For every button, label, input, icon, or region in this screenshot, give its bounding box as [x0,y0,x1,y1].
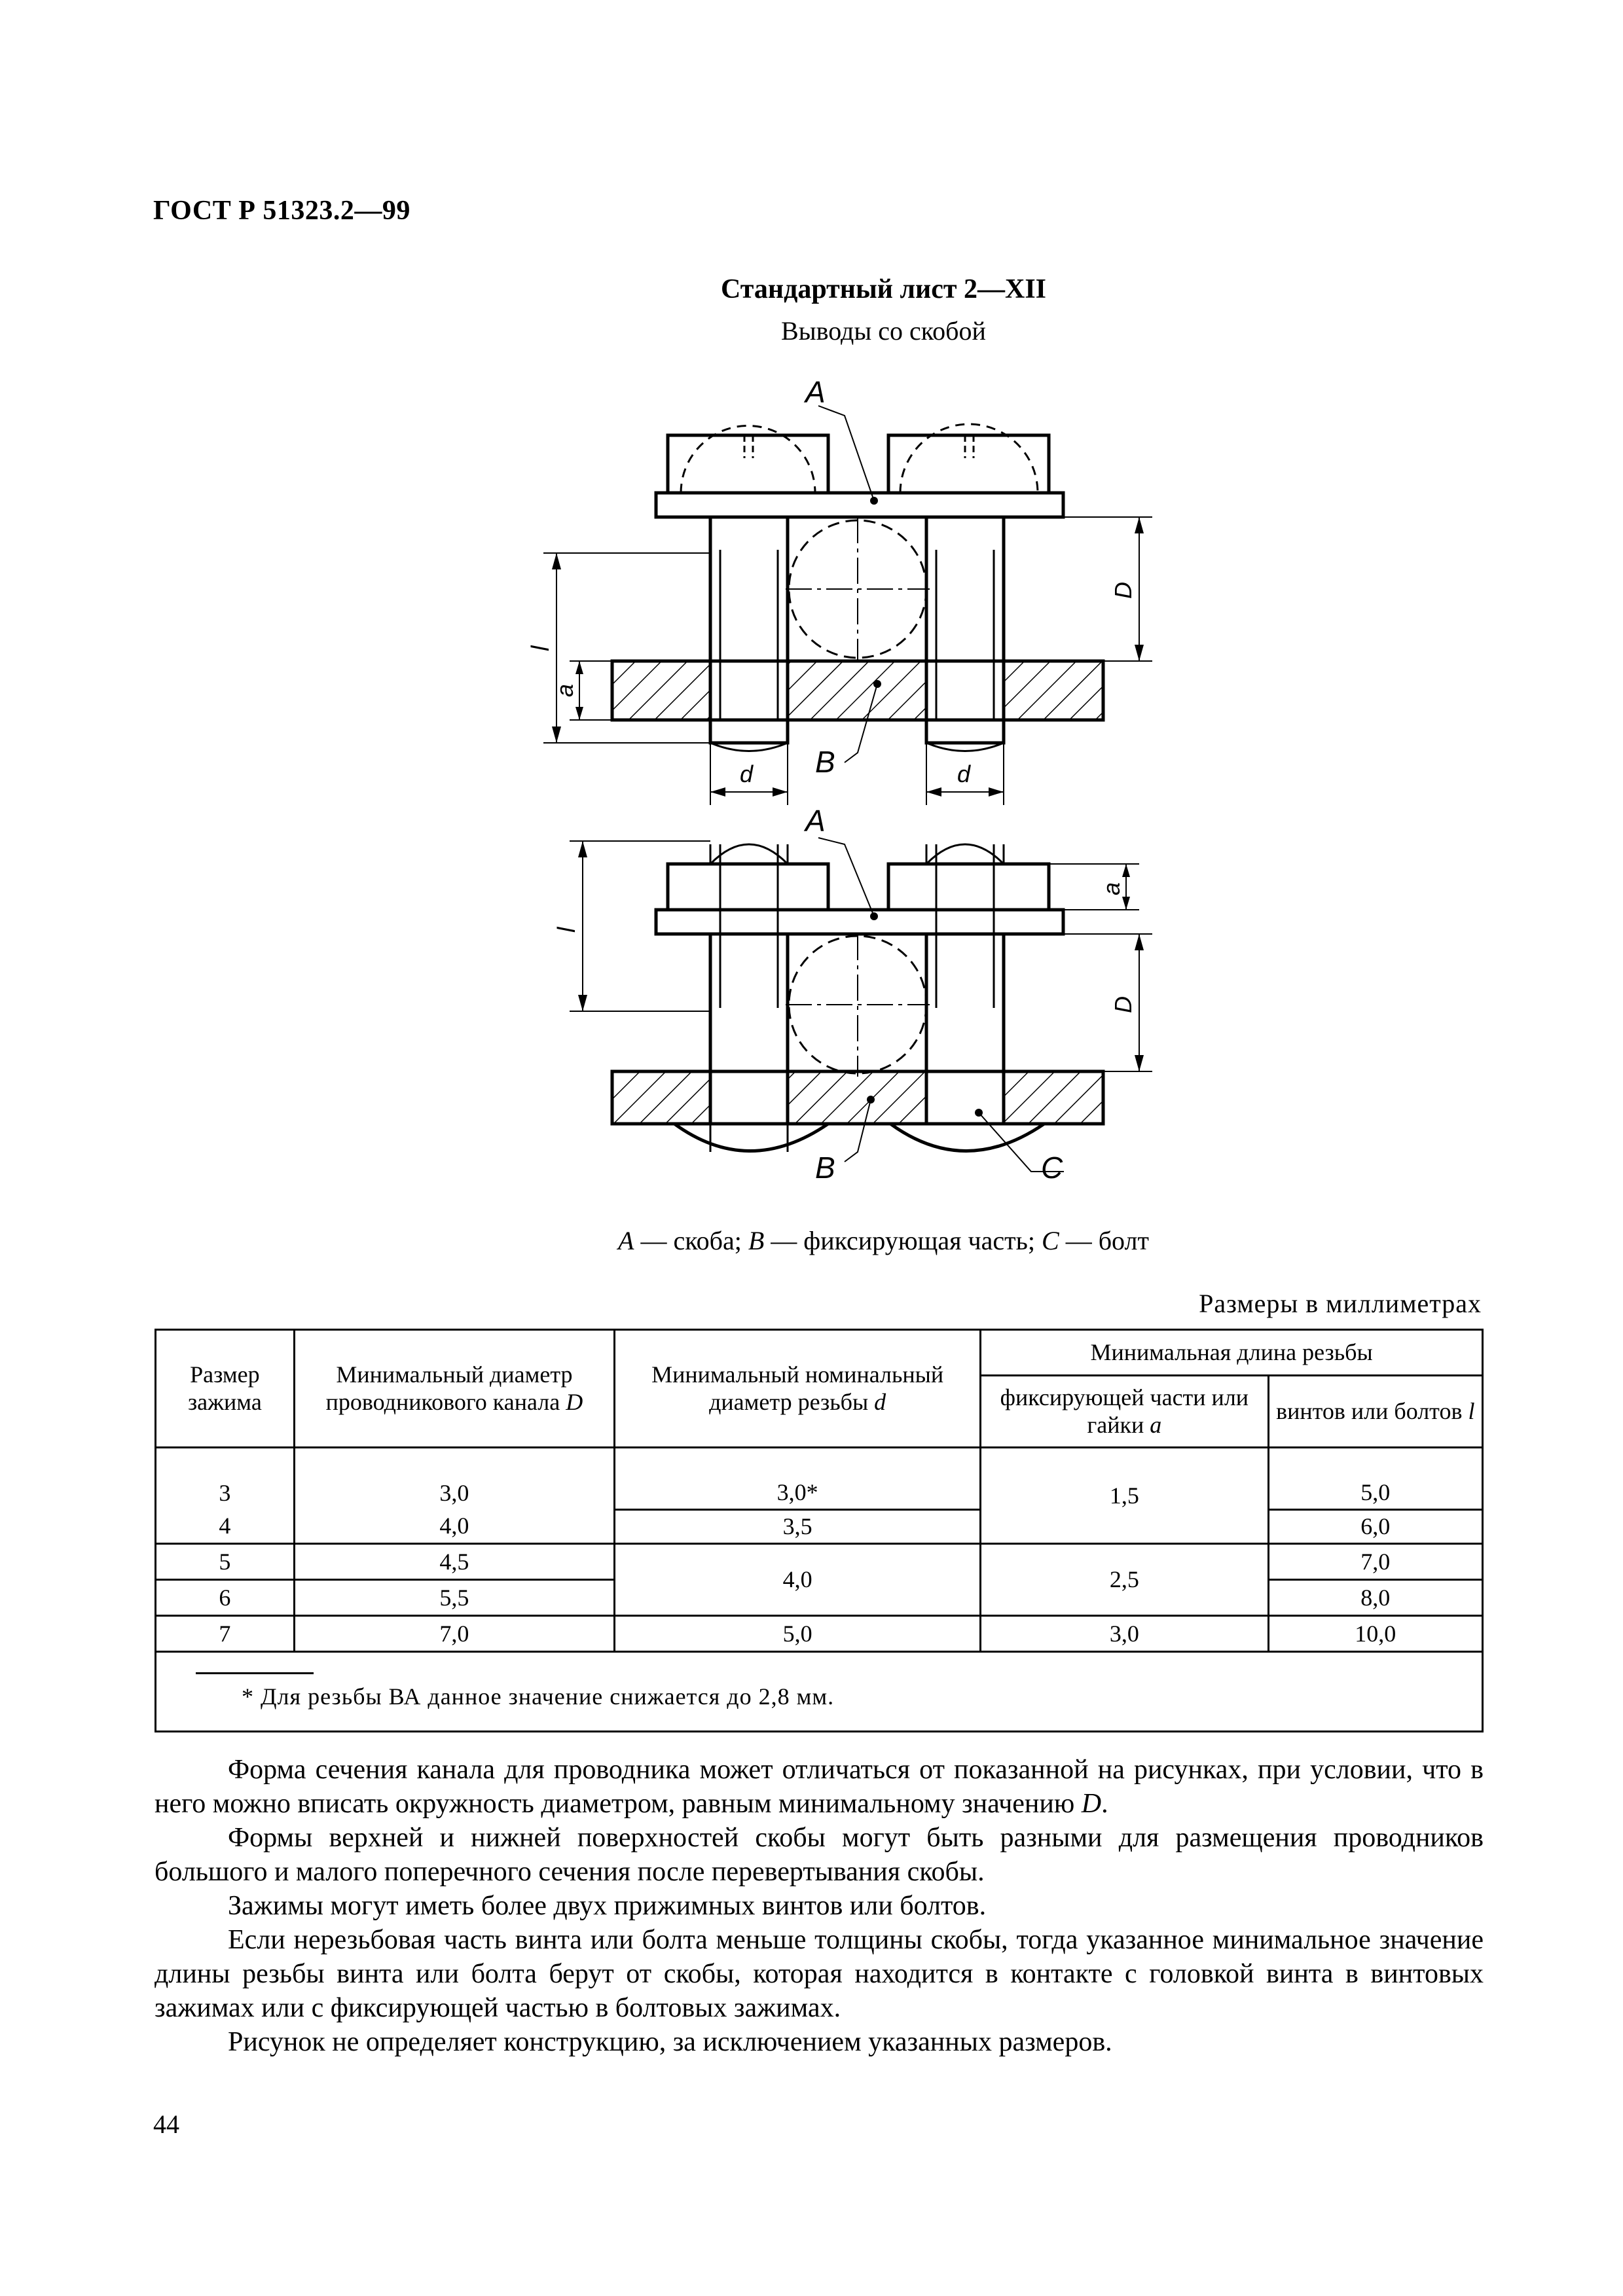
table-footnote [156,1652,1483,1731]
footnote-text: * Для резьбы ВА данное значение снижается до 2,8 мм. [242,1683,835,1710]
cell-thread: 3,0* [615,1448,981,1510]
document-code: ГОСТ Р 51323.2—99 [153,196,410,226]
cell-channel: 4,0 [294,1510,614,1544]
sheet-subtitle: Выводы со скобой [781,316,986,346]
cell-fix-length-merged: 1,5 [981,1448,1268,1544]
cell-screw-length: 8,0 [1268,1580,1482,1616]
units-note: Размеры в миллиметрах [1199,1289,1482,1318]
caption-A-text: — скоба; [634,1226,748,1255]
body-text [155,1753,1484,2059]
header-thread: Минимальный номинальный диаметр резьбы d [615,1330,981,1448]
cell-size: 7 [156,1616,295,1652]
header-channel: Минимальный диаметр проводникового канала D [294,1330,614,1448]
dimensions-table [155,1329,1484,1732]
cell-channel: 4,5 [294,1544,614,1580]
label-A-bottom: A [805,804,826,838]
label-a-bottom: a [1098,882,1125,895]
cell-thread-merged: 4,0 [615,1544,981,1616]
caption-C-text: — болт [1059,1226,1149,1255]
label-D-top: D [1110,582,1137,599]
label-l-bottom: l [553,927,581,933]
cell-screw-length: 7,0 [1268,1544,1482,1580]
cell-size: 6 [156,1580,295,1616]
figure-caption [0,1225,1623,1256]
label-a-top: a [551,683,578,697]
cell-size: 5 [156,1544,295,1580]
caption-B-text: — фиксирующая часть; [764,1226,1042,1255]
label-D-bottom: D [1110,996,1137,1013]
terminal-drawing [511,353,1165,1211]
paragraph: Зажимы могут иметь более двух прижимных винтов или болтов. [228,1891,987,1921]
caption-C-letter: C [1042,1226,1059,1255]
caption-A-letter: A [618,1226,634,1255]
cell-screw-length: 6,0 [1268,1510,1482,1544]
label-A-top: A [805,375,826,409]
header-screw-length: винтов или болтов l [1268,1376,1482,1448]
page-number: 44 [153,2109,179,2139]
cell-channel: 5,5 [294,1580,614,1616]
cell-fix-length-merged: 2,5 [981,1544,1268,1616]
cell-thread: 3,5 [615,1510,981,1544]
top-assembly [543,406,1152,805]
caption-B-letter: B [748,1226,765,1255]
label-d-right: d [957,761,971,787]
cell-thread: 5,0 [615,1616,981,1652]
cell-size: 4 [156,1510,295,1544]
cell-screw-length: 10,0 [1268,1616,1482,1652]
paragraph: Форма сечения канала для проводника может отличаться от показанной на рисунках, при условии, что в него можно вписать окружность диаметром, равным минимальному значению D. [155,1755,1484,1819]
header-fix-length: фиксирующей части или гайки a [981,1376,1268,1448]
label-B-top: B [815,745,835,779]
header-length-group: Минимальная длина резьбы [981,1330,1483,1376]
cell-size: 3 [156,1448,295,1510]
paragraph: Формы верхней и нижней поверхностей скобы могут быть разными для размещения проводников большого и малого поперечного сечения после перевертывания скобы. [155,1823,1484,1887]
cell-fix-length: 3,0 [981,1616,1268,1652]
cell-channel: 7,0 [294,1616,614,1652]
header-size: Размер зажима [156,1330,295,1448]
cell-channel: 3,0 [294,1448,614,1510]
paragraph: Если нерезьбовая часть винта или болта меньше толщины скобы, тогда указанное минимальное значение длины резьбы винта или болта берут от скобы, которая находится в контакте с головкой винта в винтовых зажимах или с фиксирующей частью в болтовых зажимах. [155,1925,1484,2023]
paragraph: Рисунок не определяет конструкцию, за исключением указанных размеров. [228,2027,1112,2057]
label-l-top: l [527,645,555,651]
bottom-assembly [570,838,1152,1172]
footnote-rule [196,1672,314,1674]
label-C: C [1041,1151,1063,1185]
sheet-title: Стандартный лист 2—XII [720,274,1047,304]
label-B-bottom: B [815,1151,835,1185]
cell-screw-length: 5,0 [1268,1448,1482,1510]
label-d-left: d [740,761,754,787]
